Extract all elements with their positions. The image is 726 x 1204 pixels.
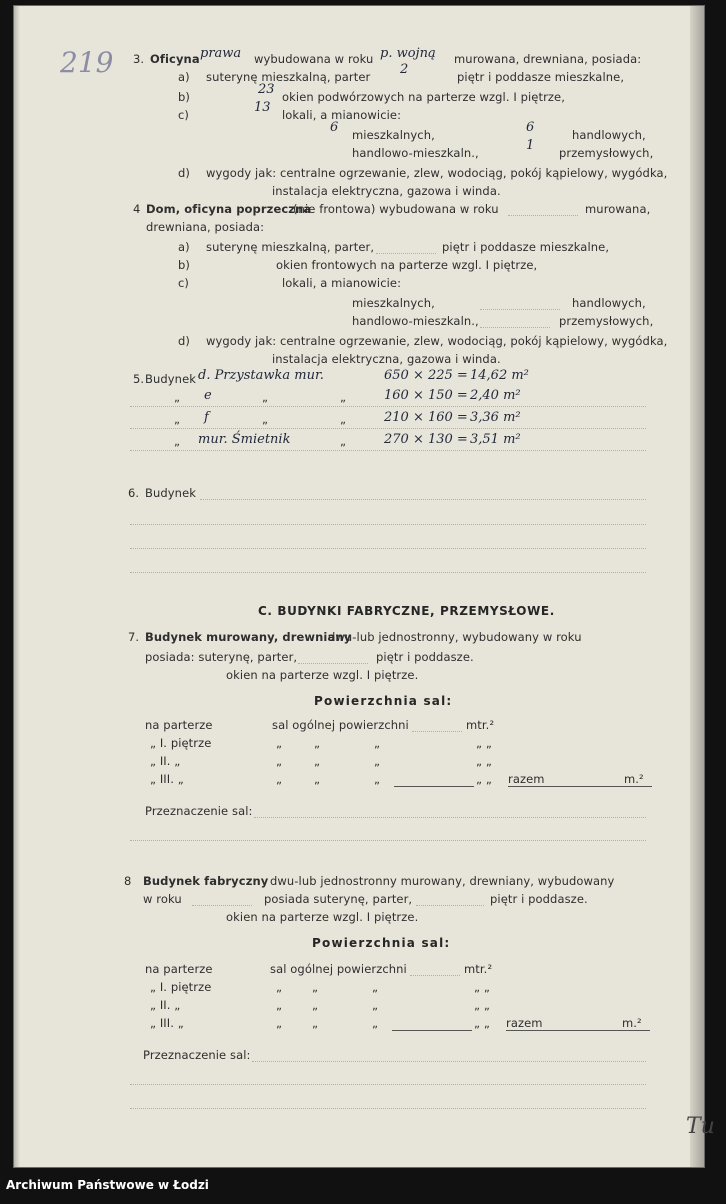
- section-3-built: wybudowana w roku: [254, 52, 374, 66]
- s8-sum-line: [392, 1030, 472, 1031]
- binding-strip: [690, 6, 704, 1167]
- s7-r0-a: na parterze: [145, 718, 213, 732]
- ruled-line: [130, 572, 646, 573]
- s4-year-line: [508, 215, 578, 216]
- s3-mixed-label: handlowo-mieszkaln.,: [352, 146, 479, 160]
- s3-a-label: a): [178, 70, 190, 84]
- s8-surface-title: Powierzchnia sal:: [312, 936, 451, 950]
- s7-sum-line: [394, 786, 474, 787]
- s4-mixed-label: handlowo-mieszkaln.,: [352, 314, 479, 328]
- s3-a-text2: piętr i poddasze mieszkalne,: [457, 70, 625, 84]
- hw-windows: 23: [258, 82, 275, 97]
- s5-row-name: f: [204, 410, 209, 425]
- s4-b-text: okien frontowych na parterze wzgl. I piętrze,: [276, 258, 538, 272]
- s8-r0-a: na parterze: [145, 962, 213, 976]
- hw-units: 13: [254, 100, 271, 115]
- s7-m2: m.²: [624, 772, 644, 786]
- ditto-mark: „: [312, 980, 319, 994]
- s7-purpose: Przeznaczenie sal:: [145, 804, 253, 818]
- ditto-mark: „: [340, 412, 347, 426]
- section-3-title: Oficyna: [150, 52, 200, 66]
- ditto-mark: „: [374, 772, 381, 786]
- ruled-line: [130, 1084, 646, 1085]
- ditto-mark: „: [276, 754, 283, 768]
- s4-a-text1: suterynę mieszkalną, parter,: [206, 240, 375, 254]
- ditto-mark: „: [174, 434, 181, 448]
- ditto-mark: „: [276, 736, 283, 750]
- section-6-label: Budynek: [145, 486, 197, 500]
- section-5-label: Budynek: [145, 372, 197, 386]
- s3-res-label: mieszkalnych,: [352, 128, 435, 142]
- s3-a-text1: suterynę mieszkalną, parter: [206, 70, 371, 84]
- s8-r0-b: sal ogólnej powierzchni: [270, 962, 407, 976]
- s7-r0-b: sal ogólnej powierzchni: [272, 718, 409, 732]
- s5-row-name: e: [204, 388, 212, 403]
- s5-row-area: 3,51 m²: [470, 432, 521, 447]
- archive-footer: Archiwum Państwowe w Łodzi: [6, 1178, 209, 1192]
- ruled-line: [130, 548, 646, 549]
- s3-d-label: d): [178, 166, 190, 180]
- ditto-mark: „ „: [476, 736, 492, 750]
- ruled-line: [130, 840, 646, 841]
- section-4-built: (nie frontowa) wybudowana w roku: [293, 202, 499, 216]
- s5-row-area: 3,36 m²: [470, 410, 521, 425]
- s8-m2: m.²: [622, 1016, 642, 1030]
- section-6-number: 6.: [128, 486, 140, 500]
- s4-ind-label: przemysłowych,: [559, 314, 654, 328]
- s8-razem: razem: [506, 1016, 543, 1030]
- s4-c-text: lokali, a mianowicie:: [282, 276, 402, 290]
- ditto-mark: „: [276, 772, 283, 786]
- s3-ind-label: przemysłowych,: [559, 146, 654, 160]
- ditto-mark: „: [340, 390, 347, 404]
- s4-d-label: d): [178, 334, 190, 348]
- section-8-number: 8: [124, 874, 132, 888]
- s3-comm-label: handlowych,: [572, 128, 646, 142]
- section-4-title: Dom, oficyna poprzeczna: [146, 202, 312, 216]
- ruled-line: [130, 406, 646, 407]
- hw-year: p. wojną: [380, 46, 436, 61]
- s5-row-dims: 270 × 130 =: [384, 432, 468, 447]
- s7-r0-line: [412, 731, 462, 732]
- ruled-line: [200, 499, 646, 500]
- section-7-text: dwu-lub jednostronny, wybudowany w roku: [328, 630, 582, 644]
- s8-r0-c: mtr.²: [464, 962, 493, 976]
- section-7-number: 7.: [128, 630, 140, 644]
- s5-row-dims: 210 × 160 =: [384, 410, 468, 425]
- corner-handwritten-note: Tu: [686, 1114, 715, 1139]
- s5-row-dims: 650 × 225 =: [384, 368, 468, 383]
- ditto-mark: „ „: [474, 998, 490, 1012]
- document-page: [14, 6, 715, 1167]
- s3-c-text: lokali, a mianowicie:: [282, 108, 402, 122]
- s7-razem-line: [508, 786, 652, 787]
- s3-d-text1: wygody jak: centralne ogrzewanie, zlew, wodociąg, pokój kąpielowy, wygódka,: [206, 166, 668, 180]
- s4-ind-line: [480, 327, 550, 328]
- s8-r0-line: [410, 975, 460, 976]
- ditto-mark: „: [312, 1016, 319, 1030]
- s8-r2-a: „ II. „: [150, 998, 181, 1012]
- ditto-mark: „: [372, 998, 379, 1012]
- section-8-line2a: w roku: [143, 892, 182, 906]
- s5-row-area: 2,40 m²: [470, 388, 521, 403]
- hw-industrial: 1: [526, 138, 535, 153]
- ditto-mark: „: [314, 736, 321, 750]
- s3-d-text2: instalacja elektryczna, gazowa i winda.: [272, 184, 501, 198]
- s8-year-line: [192, 905, 252, 906]
- ditto-mark: „: [276, 998, 283, 1012]
- ditto-mark: „: [372, 1016, 379, 1030]
- hw-type: prawa: [200, 46, 242, 61]
- section-8-line2b: posiada suterynę, parter,: [264, 892, 413, 906]
- s7-r0-c: mtr.²: [466, 718, 495, 732]
- s7-surface-title: Powierzchnia sal:: [314, 694, 453, 708]
- s4-comm-line: [480, 309, 560, 310]
- ditto-mark: „: [314, 772, 321, 786]
- ruled-line: [130, 1108, 646, 1109]
- ditto-mark: „: [374, 736, 381, 750]
- hw-commercial: 6: [526, 120, 535, 135]
- s7-r2-a: „ II. „: [150, 754, 181, 768]
- s4-a-text2: piętr i poddasze mieszkalne,: [442, 240, 610, 254]
- s4-c-label: c): [178, 276, 190, 290]
- ditto-mark: „ „: [474, 980, 490, 994]
- section-7-line2a: posiada: suterynę, parter,: [145, 650, 298, 664]
- section-8-text: dwu-lub jednostronny murowany, drewniany, wybudowany: [270, 874, 615, 888]
- section-8-line3: okien na parterze wzgl. I piętrze.: [226, 910, 419, 924]
- ditto-mark: „: [312, 998, 319, 1012]
- ditto-mark: „: [262, 412, 269, 426]
- section-8-line2c: piętr i poddasze.: [490, 892, 588, 906]
- page-edge: [14, 6, 20, 1167]
- ditto-mark: „ „: [474, 1016, 490, 1030]
- s4-a-label: a): [178, 240, 190, 254]
- s5-row-dims: 160 × 150 =: [384, 388, 468, 403]
- s8-r3-a: „ III. „: [150, 1016, 184, 1030]
- section-5-number: 5.: [133, 372, 145, 386]
- s7-floors-line: [298, 663, 368, 664]
- s5-row-name: mur. Śmietnik: [198, 432, 291, 447]
- ditto-mark: „: [340, 434, 347, 448]
- ditto-mark: „: [374, 754, 381, 768]
- ruled-line: [252, 1061, 646, 1062]
- s3-b-text: okien podwórzowych na parterze wzgl. I piętrze,: [282, 90, 565, 104]
- s8-r1-a: „ I. piętrze: [150, 980, 212, 994]
- s5-row-area: 14,62 m²: [470, 368, 529, 383]
- section-3-number: 3.: [133, 52, 145, 66]
- ruled-line: [254, 817, 646, 818]
- ruled-line: [130, 524, 646, 525]
- s5-row-name: d. Przystawka mur.: [198, 368, 324, 383]
- section-3-materials: murowana, drewniana, posiada:: [454, 52, 642, 66]
- s4-res-label: mieszkalnych,: [352, 296, 435, 310]
- ditto-mark: „: [372, 980, 379, 994]
- s4-b-label: b): [178, 258, 190, 272]
- section-7-line2b: piętr i poddasze.: [376, 650, 474, 664]
- section-4-line2: drewniana, posiada:: [146, 220, 265, 234]
- hw-residential: 6: [330, 120, 339, 135]
- page-number: 219: [60, 46, 114, 79]
- section-4-number: 4: [133, 202, 141, 216]
- ditto-mark: „: [174, 390, 181, 404]
- ditto-mark: „ „: [476, 772, 492, 786]
- s4-floors-line: [376, 253, 436, 254]
- section-7-line3: okien na parterze wzgl. I piętrze.: [226, 668, 419, 682]
- s8-floors-line: [416, 905, 484, 906]
- ruled-line: [130, 428, 646, 429]
- s7-razem: razem: [508, 772, 545, 786]
- s7-r1-a: „ I. piętrze: [150, 736, 212, 750]
- ditto-mark: „: [314, 754, 321, 768]
- s8-razem-line: [506, 1030, 650, 1031]
- section-7-title: Budynek murowany, drewniany: [145, 630, 352, 644]
- hw-floors: 2: [400, 62, 409, 77]
- ditto-mark: „: [174, 412, 181, 426]
- s4-comm-label: handlowych,: [572, 296, 646, 310]
- s4-d-text1: wygody jak: centralne ogrzewanie, zlew, wodociąg, pokój kąpielowy, wygódka,: [206, 334, 668, 348]
- ditto-mark: „: [276, 980, 283, 994]
- s8-purpose: Przeznaczenie sal:: [143, 1048, 251, 1062]
- s7-r3-a: „ III. „: [150, 772, 184, 786]
- s4-d-text2: instalacja elektryczna, gazowa i winda.: [272, 352, 501, 366]
- s3-c-label: c): [178, 108, 190, 122]
- section-c-heading: C. BUDYNKI FABRYCZNE, PRZEMYSŁOWE.: [258, 604, 555, 618]
- section-4-materials: murowana,: [585, 202, 651, 216]
- ditto-mark: „: [262, 390, 269, 404]
- s3-b-label: b): [178, 90, 190, 104]
- section-8-title: Budynek fabryczny: [143, 874, 269, 888]
- ditto-mark: „ „: [476, 754, 492, 768]
- ruled-line: [130, 450, 646, 451]
- ditto-mark: „: [276, 1016, 283, 1030]
